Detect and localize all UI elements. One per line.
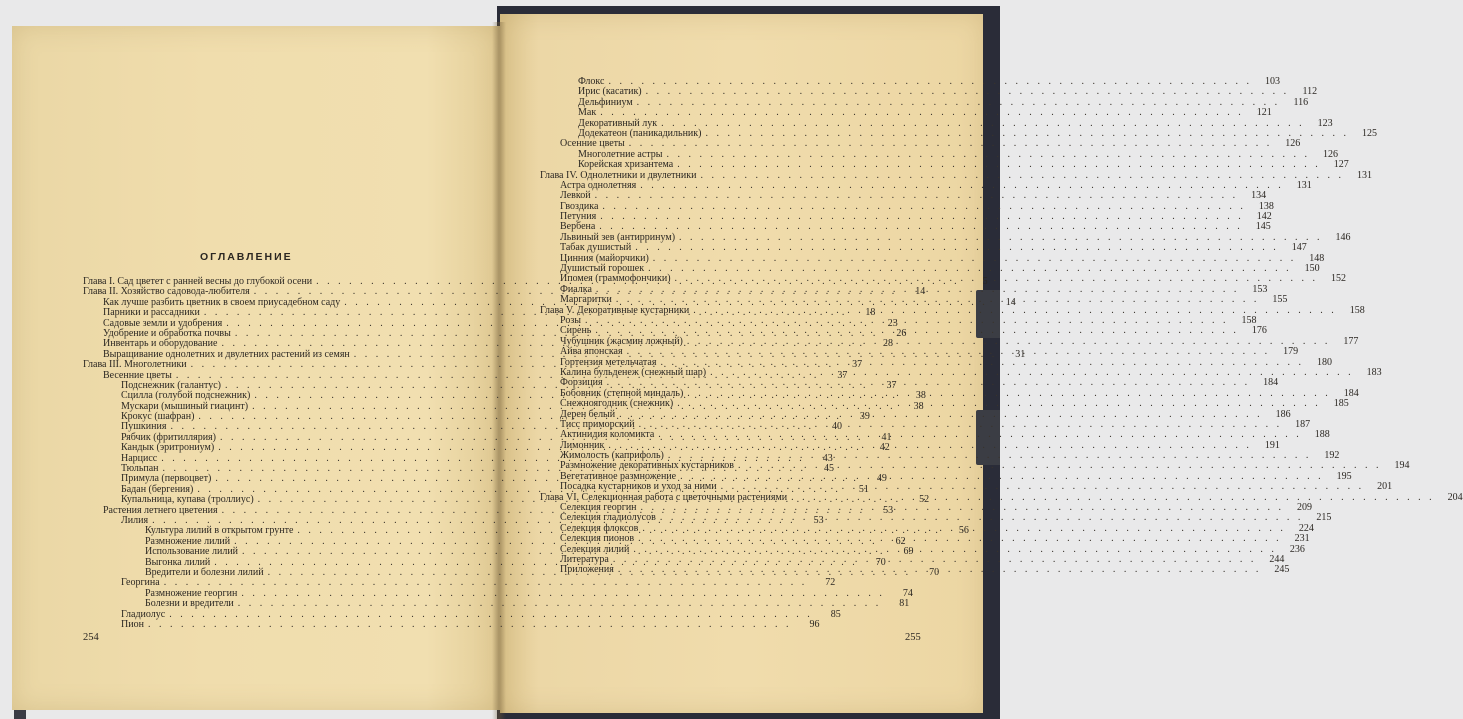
toc-entry-title: Снежноягодник (снежник) xyxy=(560,398,674,410)
toc-entry-page: 191 xyxy=(1264,439,1280,451)
toc-entry-title: Айва японская xyxy=(560,346,623,358)
toc-entry-page: 177 xyxy=(1343,335,1359,347)
toc-entry-page: 183 xyxy=(1366,366,1382,378)
toc-entry-title: Астра однолетняя xyxy=(560,179,637,191)
toc-entry-title: Крокус (шафран) xyxy=(121,411,195,423)
page-number-right: 255 xyxy=(905,632,921,643)
toc-entry-page: 185 xyxy=(1333,398,1349,410)
toc-entry-title: Селекция георгин xyxy=(560,502,637,514)
toc-entry-page: 70 xyxy=(875,556,886,568)
toc-entry-page: 85 xyxy=(830,608,841,620)
toc-entry-title: Удобрение и обработка почвы xyxy=(103,327,231,339)
toc-entry-title: Культура лилий в открытом грунте xyxy=(145,525,294,537)
toc-entry-page: 39 xyxy=(859,411,870,423)
toc-entry-title: Флокс xyxy=(578,76,605,87)
toc-entry-title: Душистый горошек xyxy=(560,263,645,275)
toc-entry-title: Калина бульденеж (снежный шар) xyxy=(560,366,707,378)
toc-entry-title: Глава IV. Однолетники и двулетники xyxy=(540,169,697,181)
toc-entry-title: Маргаритки xyxy=(560,294,612,306)
toc-leader-dots xyxy=(677,160,1321,170)
toc-entry-page: 147 xyxy=(1291,242,1307,254)
toc-entry-title: Размножение георгин xyxy=(145,587,238,599)
toc-entry-title: Корейская хризантема xyxy=(578,159,674,171)
toc-entry-page: 131 xyxy=(1296,179,1312,191)
toc-leader-dots xyxy=(677,399,1321,409)
toc-entry-title: Мак xyxy=(578,107,597,119)
toc-entry-page: 96 xyxy=(809,618,820,630)
toc-entry-page: 26 xyxy=(896,327,907,339)
toc-leader-dots xyxy=(618,565,1262,575)
toc-entry-title: Лимонник xyxy=(560,439,605,451)
toc-entry-title: Селекция гладиолусов xyxy=(560,512,656,524)
toc-entry-page: 70 xyxy=(929,566,940,578)
toc-entry-page: 5 xyxy=(982,276,988,287)
toc-entry-title: Сцилла (голубой подснежник) xyxy=(121,390,251,402)
toc-entry-page: 158 xyxy=(1349,304,1365,316)
toc-entry-title: Выращивание однолетних и двулетних растений из семян xyxy=(103,348,350,360)
toc-entry-title: Глава V. Декоративные кустарники xyxy=(540,304,690,316)
toc-entry-page: 53 xyxy=(883,504,894,516)
toc-entry-page: 38 xyxy=(915,390,926,402)
toc-entry-page: 195 xyxy=(1336,470,1352,482)
toc-entry-page: 209 xyxy=(1297,502,1313,514)
toc-entry-page: 123 xyxy=(1317,117,1333,129)
toc-entry-page: 236 xyxy=(1289,543,1305,555)
toc-entry-page: 112 xyxy=(1302,86,1318,98)
toc-entry-title: Гвоздика xyxy=(560,200,599,212)
toc-entry-page: 14 xyxy=(1005,296,1016,308)
toc-entry-page: 148 xyxy=(1309,252,1325,264)
toc-entry-title: Петуния xyxy=(560,211,597,223)
toc-entry xyxy=(540,398,1349,410)
toc-entry-title: Фиалка xyxy=(560,283,592,295)
toc-entry-title: Селекция флоксов xyxy=(560,522,639,534)
toc-entry-page: 28 xyxy=(882,338,893,350)
toc-entry-page: 127 xyxy=(1333,159,1349,171)
toc-entry-title: Многолетние астры xyxy=(578,148,663,160)
toc-entry-page: 186 xyxy=(1275,408,1291,420)
toc-entry-page: 204 xyxy=(1447,491,1463,503)
toc-entry-page: 45 xyxy=(824,463,835,475)
page-number-left: 254 xyxy=(83,632,99,643)
toc-entry-title: Вербена xyxy=(560,221,596,233)
toc-entry-title: Бадан (бергения) xyxy=(121,483,194,495)
toc-entry-title: Весенние цветы xyxy=(103,369,172,381)
toc-entry-title: Вредители и болезни лилий xyxy=(145,566,264,578)
toc-entry-page: 184 xyxy=(1263,377,1279,389)
toc-entry-page: 192 xyxy=(1324,450,1340,462)
toc-entry-page: 52 xyxy=(919,494,930,506)
toc-entry-title: Выгонка лилий xyxy=(145,556,211,568)
toc-entry-title: Кандык (эритрониум) xyxy=(121,442,215,454)
toc-leader-dots xyxy=(627,347,1271,357)
toc-entry-title: Как лучше разбить цветник в своем приусадебном саду xyxy=(103,296,341,308)
toc-entry-page: 121 xyxy=(1256,107,1272,119)
toc-entry-title: Глава II. Хозяйство садовода-любителя xyxy=(83,286,250,298)
toc-entry-title: Растения летнего цветения xyxy=(103,504,218,516)
toc-entry-page: 131 xyxy=(1356,169,1372,181)
toc-entry-page: 116 xyxy=(1293,96,1309,108)
toc-leader-dots xyxy=(238,599,882,609)
toc-entry-page: 245 xyxy=(1274,564,1290,576)
toc-entry-page: 180 xyxy=(1316,356,1332,368)
toc-entry-page: 31 xyxy=(1015,348,1026,360)
toc-entry-page: 153 xyxy=(1252,283,1268,295)
toc-entry-title: Примула (первоцвет) xyxy=(121,473,212,485)
toc-entry xyxy=(540,107,1272,119)
toc-leader-dots xyxy=(148,620,792,630)
toc-entry-page: 158 xyxy=(1241,314,1257,326)
toc-entry-page: 145 xyxy=(1255,221,1271,233)
toc-entry-page: 81 xyxy=(899,598,910,610)
toc-entry-title: Глава VI. Селекционная работа с цветочными растениями xyxy=(540,491,788,503)
toc-entry-title: Дельфиниум xyxy=(578,96,633,108)
toc-entry-page: 138 xyxy=(1258,200,1274,212)
toc-entry-page: 126 xyxy=(1285,138,1301,150)
toc-entry-page: 215 xyxy=(1316,512,1332,524)
toc-entry-page: 155 xyxy=(1272,294,1288,306)
toc-entry-title: Левкой xyxy=(560,190,591,202)
toc-entry-title: Глава I. Сад цветет с ранней весны до глубокой осени xyxy=(83,276,313,287)
toc-entry-page: 231 xyxy=(1294,533,1310,545)
toc-entry-title: Размножение декоративных кустарников xyxy=(560,460,735,472)
toc-entry-page: 37 xyxy=(886,379,897,391)
toc-entry-page: 38 xyxy=(913,400,924,412)
toc-entry-title: Цинния (майорчики) xyxy=(560,252,649,264)
toc-entry-title: Нарцисс xyxy=(121,452,158,464)
toc-entry-page: 125 xyxy=(1361,127,1377,139)
toc-entry-page: 41 xyxy=(881,431,892,443)
toc-entry-page: 56 xyxy=(958,525,969,537)
toc-heading: ОГЛАВЛЕНИЕ xyxy=(200,251,293,263)
toc-entry-page: 37 xyxy=(837,369,848,381)
toc-entry-title: Осенние цветы xyxy=(560,138,625,150)
toc-entry-title: Додекатеон (паникадильник) xyxy=(578,127,702,139)
toc-entry-title: Болезни и вредители xyxy=(145,598,234,610)
toc-entry-title: Мускари (мышиный гиацинт) xyxy=(121,400,249,412)
toc-entry-page: 126 xyxy=(1323,148,1338,160)
toc-entry-page: 49 xyxy=(876,473,887,485)
toc-entry-page: 150 xyxy=(1304,263,1320,275)
toc-entry-title: Львиный зев (антирринум) xyxy=(560,231,676,243)
toc-entry-title: Гортензия метельчатая xyxy=(560,356,657,368)
toc-entry-page: 53 xyxy=(813,514,824,526)
toc-entry-title: Жимолость (каприфоль) xyxy=(560,450,664,462)
toc-entry-title: Сирень xyxy=(560,325,592,337)
toc-entry-title: Форзиция xyxy=(560,377,603,389)
toc-entry-page: 176 xyxy=(1251,325,1267,337)
toc-entry-page: 103 xyxy=(1264,76,1280,87)
toc-entry-title: Размножение лилий xyxy=(145,535,231,547)
toc-entry-title: Декоративный лук xyxy=(578,117,658,129)
toc-entry xyxy=(540,159,1349,171)
toc-entry-page: 194 xyxy=(1394,460,1410,472)
toc-entry-page: 201 xyxy=(1377,481,1393,493)
toc-entry-title: Селекция пионов xyxy=(560,533,635,545)
toc-entry-title: Пушкиния xyxy=(121,421,167,433)
toc-entry-page: 23 xyxy=(887,317,898,329)
toc-entry-title: Посадка кустарников и уход за ними xyxy=(560,481,717,493)
toc-entry-title: Георгина xyxy=(121,577,160,589)
toc-entry-title: Ипомея (граммофончики) xyxy=(560,273,671,285)
toc-entry-title: Пион xyxy=(121,618,144,630)
toc-entry-title: Приложения xyxy=(560,564,614,576)
toc-entry-title: Бобовник (степной миндаль) xyxy=(560,387,684,399)
toc-entry-title: Тюльпан xyxy=(121,463,159,475)
toc-entry-page: 152 xyxy=(1331,273,1347,285)
toc-entry-page: 184 xyxy=(1343,387,1359,399)
toc-entry-page: 187 xyxy=(1295,418,1311,430)
toc-entry-title: Рябчик (фритиллярия) xyxy=(121,431,216,443)
toc-entry-title: Розы xyxy=(560,314,581,326)
toc-entry-page: 18 xyxy=(865,307,876,319)
toc-entry-page: 37 xyxy=(852,359,863,371)
toc-entry-page: 40 xyxy=(831,421,842,433)
toc-entry-page: 51 xyxy=(858,483,869,495)
toc-entry-page: 244 xyxy=(1269,553,1285,565)
toc-entry-title: Чубушник (жасмин ложный) xyxy=(560,335,683,347)
toc-entry xyxy=(83,598,910,610)
toc-entry-title: Дерен белый xyxy=(560,408,616,420)
toc-entry-title: Лилия xyxy=(121,514,149,526)
toc-entry xyxy=(83,618,820,630)
toc-entry-title: Ирис (касатик) xyxy=(578,86,642,98)
toc-entry-title: Вегетативное размножение xyxy=(560,470,677,482)
toc-entry-title: Инвентарь и оборудование xyxy=(103,338,218,350)
toc-entry-page: 14 xyxy=(915,286,926,298)
toc-entry-page: 179 xyxy=(1283,346,1299,358)
toc-entry-page: 224 xyxy=(1298,522,1314,534)
toc-entry-page: 146 xyxy=(1335,231,1351,243)
toc-entry-page: 134 xyxy=(1251,190,1267,202)
toc-entry-title: Глава III. Многолетники xyxy=(83,359,187,371)
toc-entry-title: Садовые земли и удобрения xyxy=(103,317,223,329)
toc-entry-page: 188 xyxy=(1314,429,1330,441)
toc-entry-page: 42 xyxy=(879,442,890,454)
toc-entry-title: Селекция лилий xyxy=(560,543,630,555)
toc-entry-page: 69 xyxy=(903,546,914,558)
toc-entry-title: Подснежник (галантус) xyxy=(121,379,221,391)
toc-entry-title: Тисс приморский xyxy=(560,418,635,430)
toc-entry-page: 74 xyxy=(902,587,913,599)
toc-entry-title: Использование лилий xyxy=(145,546,239,558)
toc-entry-title: Литература xyxy=(560,553,609,565)
toc-entry-title: Купальница, купава (троллиус) xyxy=(121,494,254,506)
toc-entry-title: Гладиолус xyxy=(121,608,166,620)
toc-entry-title: Табак душистый xyxy=(560,242,632,254)
toc-entry-page: 43 xyxy=(822,452,833,464)
toc-entry-title: Парники и рассадники xyxy=(103,307,200,319)
toc-entry-page: 62 xyxy=(895,535,906,547)
toc-entry-title: Актинидия коломикта xyxy=(560,429,655,441)
toc-entry-page: 142 xyxy=(1256,211,1272,223)
toc-entry-page: 72 xyxy=(825,577,836,589)
